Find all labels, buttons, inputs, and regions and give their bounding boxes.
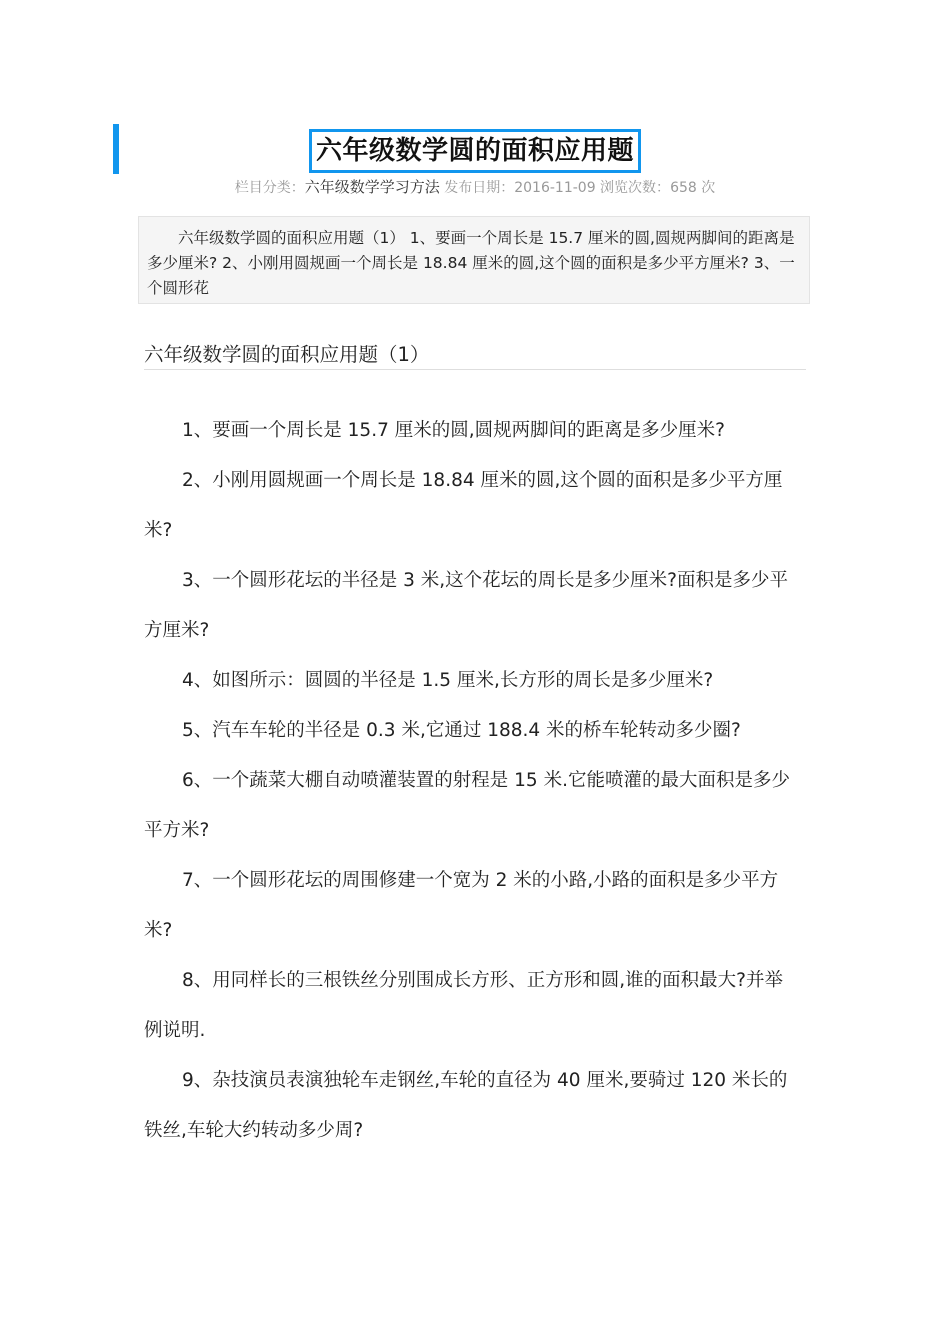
problem-item: 3、一个圆形花坛的半径是 3 米,这个花坛的周长是多少厘米?面积是多少平 方厘米? xyxy=(144,570,789,641)
views-label: 浏览次数： xyxy=(595,180,671,196)
problem-item: 6、一个蔬菜大棚自动喷灌装置的射程是 15 米.它能喷灌的最大面积是多少 平方米? xyxy=(144,770,790,841)
article-meta xyxy=(0,178,950,197)
problem-list xyxy=(144,406,806,1156)
view-count: 658 次 xyxy=(670,180,716,196)
date-label: 发布日期： xyxy=(439,180,515,196)
problem-item: 5、汽车车轮的半径是 0.3 米,它通过 188.4 米的桥车轮转动多少圈? xyxy=(182,720,741,741)
publish-date: 2016-11-09 xyxy=(514,180,596,196)
title-container xyxy=(0,129,950,173)
category-label: 栏目分类： xyxy=(234,180,305,196)
problem-item: 4、如图所示：圆圆的半径是 1.5 厘米,长方形的周长是多少厘米? xyxy=(182,670,714,691)
problem-item: 8、用同样长的三根铁丝分别围成长方形、正方形和圆,谁的面积最大?并举 例说明. xyxy=(144,970,783,1041)
problem-item: 7、一个圆形花坛的周围修建一个宽为 2 米的小路,小路的面积是多少平方 米? xyxy=(144,870,779,941)
article-summary: 六年级数学圆的面积应用题（1） 1、要画一个周长是 15.7 厘米的圆,圆规两脚间的距离是多少厘米? 2、小刚用圆规画一个周长是 18.84 厘米的圆,这个圆的面积是多少平方厘米? 3、一个圆形花 xyxy=(138,216,810,304)
page-title: 六年级数学圆的面积应用题 xyxy=(309,129,641,173)
section-heading: 六年级数学圆的面积应用题（1） xyxy=(144,343,806,370)
category-link[interactable]: 六年级数学学习方法 xyxy=(304,178,440,196)
problem-item: 1、要画一个周长是 15.7 厘米的圆,圆规两脚间的距离是多少厘米? xyxy=(182,420,725,441)
problem-item: 2、小刚用圆规画一个周长是 18.84 厘米的圆,这个圆的面积是多少平方厘 米? xyxy=(144,470,783,541)
problem-item: 9、杂技演员表演独轮车走钢丝,车轮的直径为 40 厘米,要骑过 120 米长的 铁丝,车轮大约转动多少周? xyxy=(144,1070,788,1141)
